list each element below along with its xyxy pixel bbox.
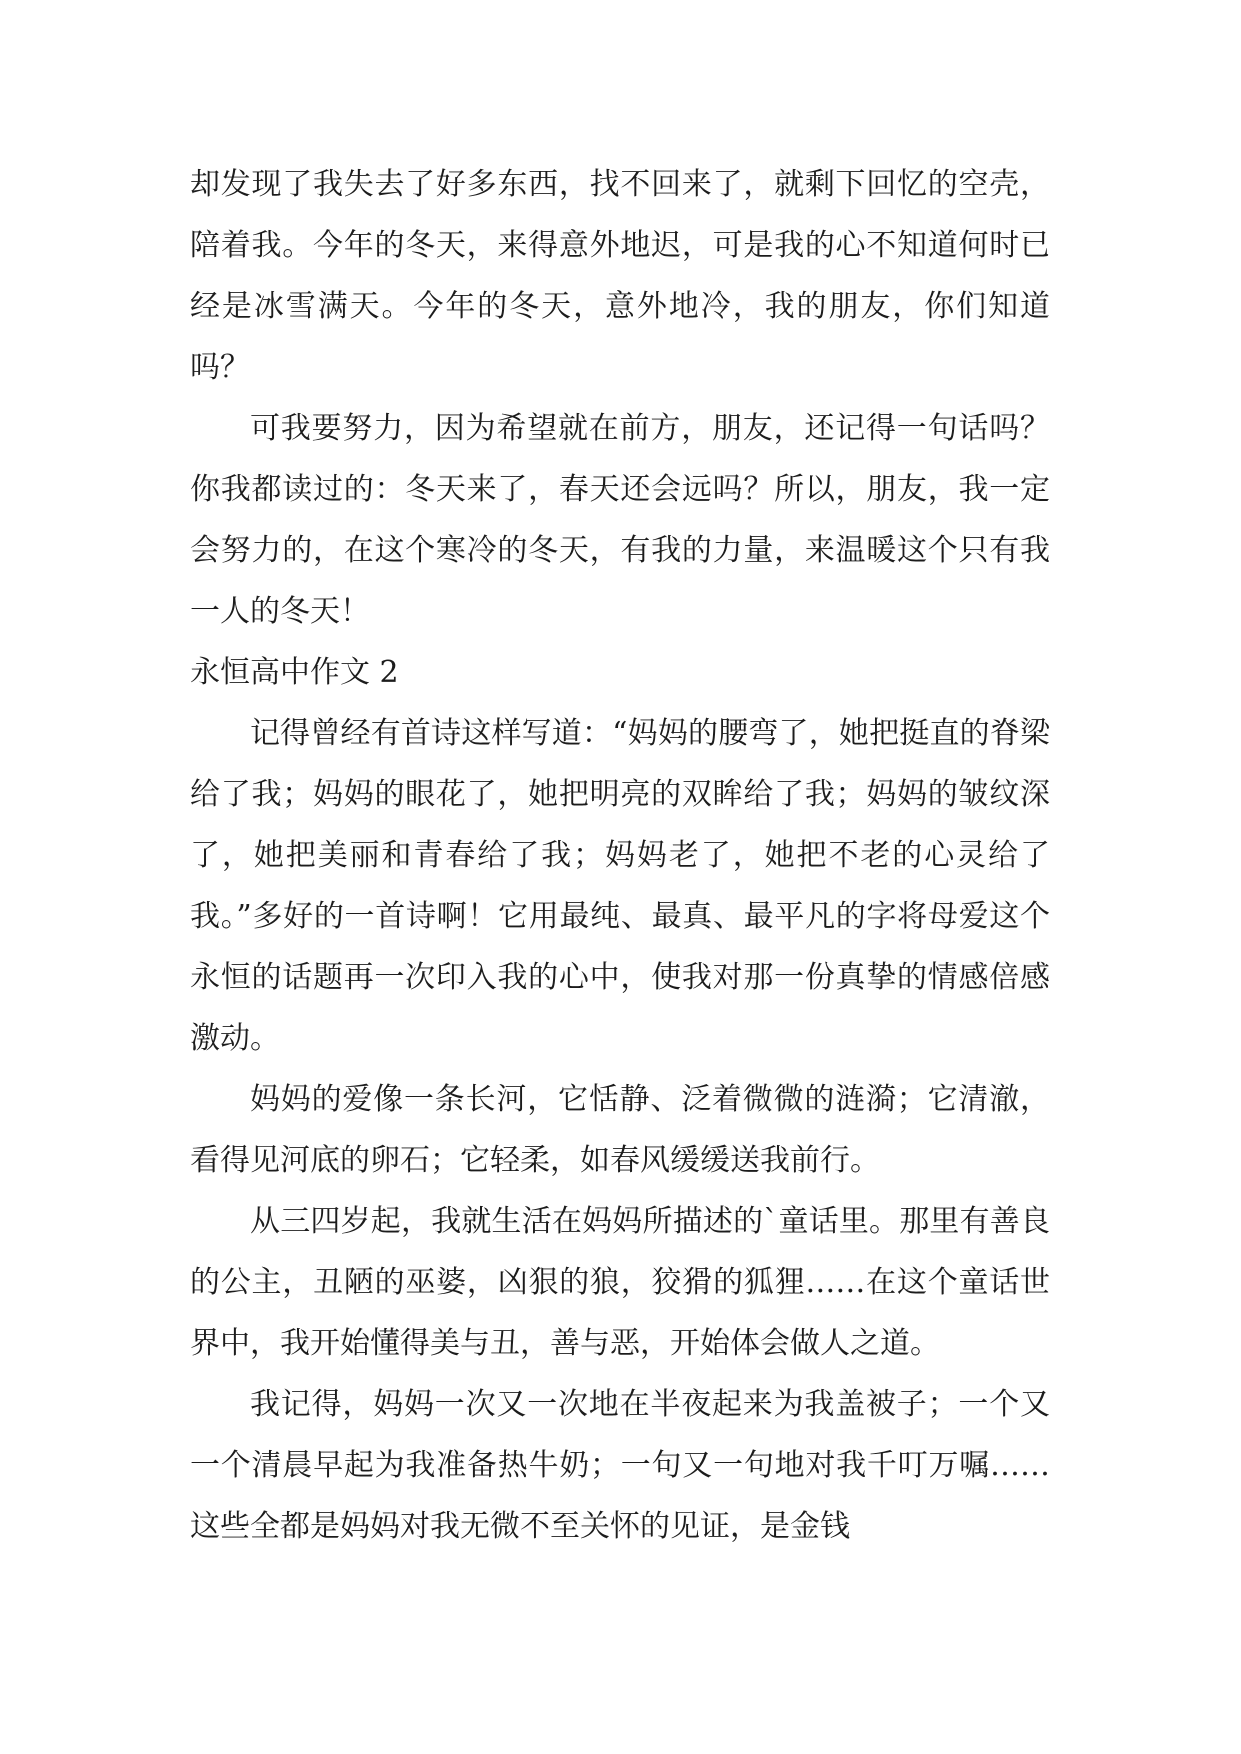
paragraph-3: 记得曾经有首诗这样写道：“妈妈的腰弯了，她把挺直的脊梁给了我；妈妈的眼花了，她把明亮的双眸给了我；妈妈的皱纹深了，她把美丽和青春给了我；妈妈老了，她把不老的心灵给了我。”多好的一首诗啊！它用最纯、最真、最平凡的字将母爱这个永恒的话题再一次印入我的心中，使我对那一份真挚的情感倍感激动。	[190, 716, 1050, 1056]
paragraph-2: 可我要努力，因为希望就在前方，朋友，还记得一句话吗？你我都读过的：冬天来了，春天还会远吗？所以，朋友，我一定会努力的，在这个寒冷的冬天，有我的力量，来温暖这个只有我一人的冬天！	[190, 411, 1050, 629]
paragraph-5: 从三四岁起，我就生活在妈妈所描述的`童话里。那里有善良的公主，丑陋的巫婆，凶狠的狼，狡猾的狐狸……在这个童话世界中，我开始懂得美与丑，善与恶，开始体会做人之道。	[190, 1204, 1050, 1361]
document-body	[190, 154, 1050, 1557]
paragraph-4: 妈妈的爱像一条长河，它恬静、泛着微微的涟漪；它清澈，看得见河底的卵石；它轻柔，如春风缓缓送我前行。	[190, 1082, 1050, 1178]
essay-title: 永恒高中作文 2	[190, 655, 399, 690]
paragraph-6: 我记得，妈妈一次又一次地在半夜起来为我盖被子；一个又一个清晨早起为我准备热牛奶；一句又一句地对我千叮万嘱……这些全都是妈妈对我无微不至关怀的见证，是金钱	[190, 1387, 1050, 1544]
paragraph-1: 却发现了我失去了好多东西，找不回来了，就剩下回忆的空壳，陪着我。今年的冬天，来得意外地迟，可是我的心不知道何时已经是冰雪满天。今年的冬天，意外地冷，我的朋友，你们知道吗？	[190, 167, 1050, 385]
